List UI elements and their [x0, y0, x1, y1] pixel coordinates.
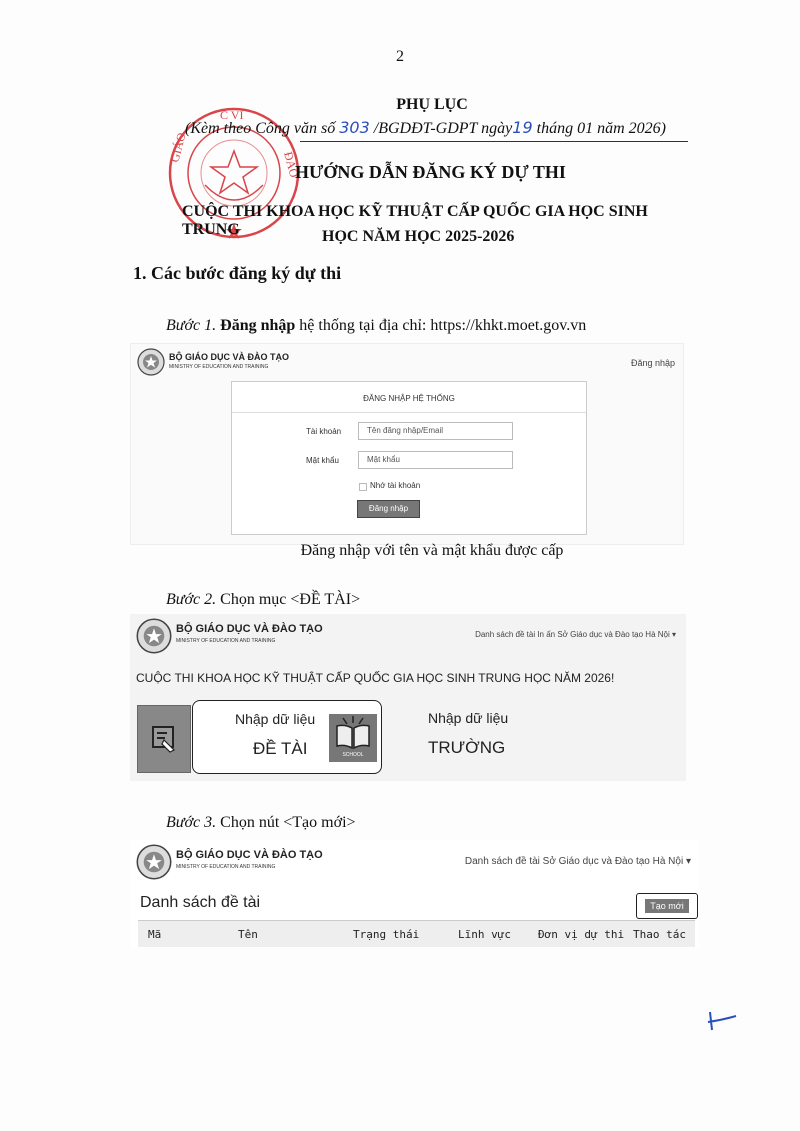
list-title: Danh sách đề tài [140, 894, 261, 911]
column-header: Trạng thái [353, 928, 420, 941]
ref-suffix: tháng 01 năm 2026) [536, 120, 666, 137]
column-header: Đơn vị dự thi [538, 928, 625, 941]
school-card-title[interactable]: TRƯỜNG [428, 738, 506, 757]
school-book-icon [329, 714, 377, 762]
column-header: Tên [238, 928, 258, 941]
dashboard-screenshot [130, 614, 686, 781]
appendix-reference [185, 118, 666, 138]
step3-label: Bước 3. [166, 814, 217, 831]
guide-subtitle-line2: HỌC NĂM HỌC 2025-2026 [322, 228, 515, 245]
ministry-name: BỘ GIÁO DỤC VÀ ĐÀO TẠO [176, 849, 323, 861]
step1-caption: Đăng nhập với tên và mật khẩu được cấp [300, 542, 564, 559]
step2-desc: Chọn mục <ĐỀ TÀI> [220, 591, 361, 608]
topic-card-title: ĐỀ TÀI [253, 739, 308, 758]
login-button[interactable]: Đăng nhập [357, 500, 420, 518]
login-box [231, 381, 587, 535]
page-number: 2 [396, 48, 404, 65]
login-screenshot [130, 343, 684, 545]
appendix-title: PHỤ LỤC [396, 96, 468, 113]
guide-title: HƯỚNG DẪN ĐĂNG KÝ DỰ THI [295, 162, 566, 182]
account-label: Tài khoản [306, 427, 342, 436]
ministry-logo-icon [137, 348, 165, 376]
step3-desc: Chọn nút <Tạo mới> [220, 814, 356, 831]
column-header: Thao tác [633, 928, 686, 941]
school-card-label[interactable]: Nhập dữ liệu [428, 710, 509, 726]
edit-form-icon [150, 724, 178, 754]
password-input[interactable]: Mật khẩu [358, 451, 513, 469]
stamp-text-left: GIÁO [167, 131, 189, 164]
step1-text [166, 317, 586, 335]
ref-number: 303 [339, 118, 370, 137]
school-label: SCHOOL [342, 752, 364, 758]
contest-title: CUỘC THI KHOA HỌC KỸ THUẬT CẤP QUỐC GIA HỌC SINH TRUNG HỌC NĂM 2026! [136, 671, 615, 685]
step3-text [166, 814, 356, 832]
ministry-name: BỘ GIÁO DỤC VÀ ĐÀO TẠO [169, 352, 290, 362]
remember-label: Nhớ tài khoản [370, 481, 421, 490]
section-heading: 1. Các bước đăng ký dự thi [133, 263, 342, 283]
ref-prefix: (Kèm theo Công văn số [185, 120, 336, 137]
ministry-logo-icon [136, 618, 172, 654]
guide-subtitle-line1: CUỘC THI KHOA HỌC KỸ THUẬT CẤP QUỐC GIA HỌC SINH TRUNG [182, 203, 648, 238]
top-nav[interactable]: Danh sách đề tài In ấn Sở Giáo dục và Đào tạo Hà Nội ▾ [475, 630, 676, 639]
ministry-logo-icon [136, 844, 172, 880]
create-new-label: Tạo mới [645, 899, 689, 913]
ministry-name-en: MINISTRY OF EDUCATION AND TRAINING [169, 364, 269, 370]
topic-card-label: Nhập dữ liệu [235, 711, 316, 727]
login-box-title: ĐĂNG NHẬP HỆ THỐNG [363, 394, 455, 403]
account-input[interactable]: Tên đăng nhập/Email [358, 422, 513, 440]
ref-day: 19 [512, 118, 533, 137]
column-header: Mã [148, 928, 162, 941]
data-entry-tile[interactable] [137, 705, 191, 773]
stamp-text-top: C VI [220, 108, 244, 122]
ministry-name-en: MINISTRY OF EDUCATION AND TRAINING [176, 638, 276, 644]
initial-mark [702, 1008, 742, 1032]
ref-mid: /BGDĐT-GDPT ngày [373, 120, 513, 137]
ministry-name-en: MINISTRY OF EDUCATION AND TRAINING [176, 864, 276, 870]
ministry-name: BỘ GIÁO DỤC VÀ ĐÀO TẠO [176, 623, 323, 635]
reference-underline [300, 141, 688, 142]
top-nav[interactable]: Danh sách đề tài Sở Giáo dục và Đào tạo Hà Nội ▾ [464, 856, 691, 867]
stamp-text-right: ĐÀO [281, 150, 302, 179]
step1-label: Bước 1. [166, 317, 217, 334]
topic-list-screenshot [130, 840, 699, 948]
column-header: Lĩnh vực [458, 928, 511, 941]
remember-checkbox[interactable] [359, 483, 367, 491]
table-header [138, 920, 695, 947]
password-label: Mật khẩu [306, 456, 339, 465]
step1-bold: Đăng nhập [220, 317, 296, 334]
step2-label: Bước 2. [166, 591, 217, 608]
step2-text [166, 591, 360, 609]
login-link[interactable]: Đăng nhập [630, 358, 675, 368]
create-new-button[interactable] [636, 893, 698, 919]
step1-desc: hệ thống tại địa chỉ: https://khkt.moet.gov.vn [299, 317, 587, 334]
login-box-divider [232, 412, 586, 413]
